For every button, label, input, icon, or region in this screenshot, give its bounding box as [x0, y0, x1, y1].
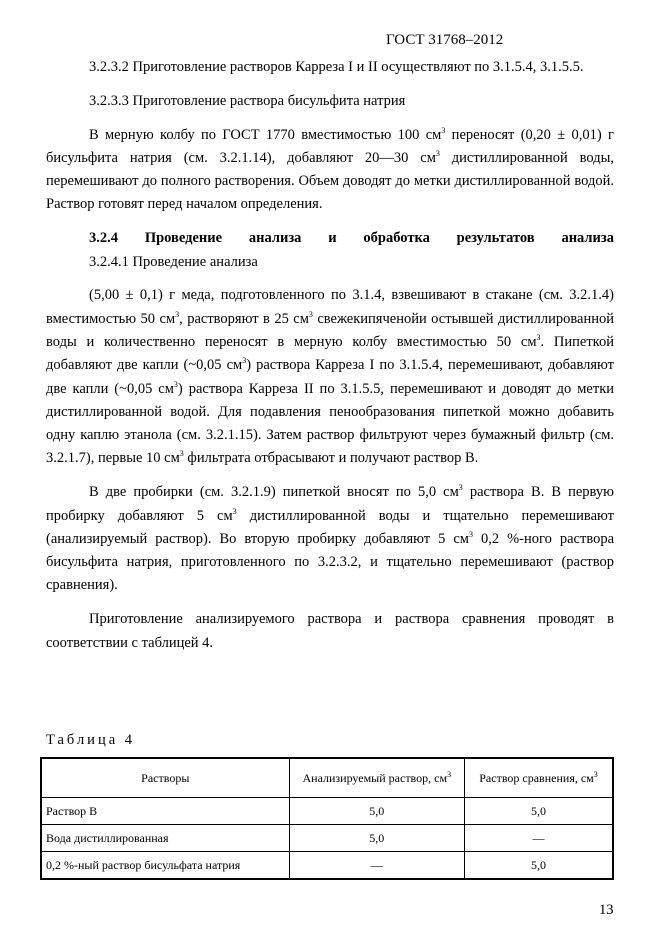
table-cell: 5,0 — [465, 852, 613, 880]
tubes-text-b: раствора В. В первую пробирку добавляют 5 см — [46, 484, 614, 524]
table-row — [41, 825, 613, 852]
table-cell: Вода дистиллированная — [41, 825, 289, 852]
page-body — [46, 56, 614, 655]
unit-superscript: 3 — [593, 769, 598, 779]
table-row — [41, 798, 613, 825]
table-cell: 0,2 %-ный раствор бисульфата натрия — [41, 852, 289, 880]
unit-superscript: 3 — [308, 309, 313, 319]
unit-superscript: 3 — [458, 483, 463, 493]
paragraph-bisulfite-prep — [46, 124, 614, 217]
table-header-row — [41, 758, 613, 798]
tubes-text-c: дистиллированной воды и тщательно перемешивают (анализируемый раствор). Во вторую пробирку добавляют 5 см — [46, 507, 614, 547]
header-solutions: Растворы — [41, 758, 289, 798]
unit-superscript: 3 — [536, 333, 541, 343]
header-analyzed-solution — [289, 758, 464, 798]
bisulfite-text-c: дистиллированной воды, перемешивают до полного растворения. Объем доводят до метки дистиллированной водой. Раствор готовят перед началом определения. — [46, 149, 614, 213]
honey-text-e: ) раствора Карреза I по 3.1.5.4, перемешивают, добавляют две капли (~0,05 см — [46, 357, 614, 397]
tubes-text-d: 0,2 %-ного раствора бисульфита натрия, приготовленного по 3.2.3.2, и тщательно перемешивают (раствор сравнения). — [46, 530, 614, 594]
paragraph-table-reference: Приготовление анализируемого раствора и раствора сравнения проводят в соответствии с таблицей 4. — [46, 611, 614, 651]
unit-superscript: 3 — [435, 149, 440, 159]
page-number: 13 — [599, 902, 614, 918]
unit-superscript: 3 — [447, 769, 452, 779]
honey-text-c: свежекипяченойи остывшей дистиллированной воды и количественно переносят в мерную колбу вместимостью 50 см — [46, 310, 614, 350]
unit-superscript: 3 — [232, 506, 237, 516]
header-reference-solution-label: Раствор сравнения, см — [479, 770, 594, 785]
unit-superscript: 3 — [173, 379, 178, 389]
honey-text-d: . Пипеткой добавляют две капли (~0,05 см — [46, 333, 614, 374]
table-cell: 5,0 — [289, 798, 464, 825]
bisulfite-text-b: переносят (0,20 ± 0,01) г бисульфита натрия (см. 3.2.1.14), добавляют 20—30 см — [46, 126, 615, 166]
unit-superscript: 3 — [175, 309, 180, 319]
section-heading-3-2-4: 3.2.4 Проведение анализа и обработка результатов анализа — [89, 230, 614, 247]
honey-text-b: , растворяют в 25 см — [179, 310, 309, 327]
table-cell: — — [465, 825, 613, 852]
paragraph-3-2-3-2: 3.2.3.2 Приготовление растворов Карреза I и II осуществляют по 3.1.5.4, 3.1.5.5. — [89, 59, 584, 75]
table-row — [41, 852, 613, 880]
unit-superscript: 3 — [468, 530, 473, 540]
honey-text-a: (5,00 ± 0,1) г меда, подготовленного по 3.1.4, взвешивают в стакане (см. 3.2.1.4) вместимостью 50 см — [46, 287, 614, 327]
paragraph-honey-prep — [46, 284, 614, 470]
unit-superscript: 3 — [242, 356, 247, 366]
honey-text-f: ) раствора Карреза II по 3.1.5.5, перемешивают и доводят до метки дистиллированной водой. Для подавления пенообразования пипеткой можно добавить одну каплю этанола (см. 3.2.1.15). Затем раствор фильтруют через бумажный фильтр (см. 3.2.1.7), первые 10 см — [46, 380, 614, 467]
bisulfite-text-a: В мерную колбу по ГОСТ 1770 вместимостью 100 см — [89, 126, 442, 143]
table-cell: — — [289, 852, 464, 880]
honey-text-g: фильтрата отбрасывают и получают раствор В. — [183, 450, 479, 467]
header-analyzed-solution-label: Анализируемый раствор, см — [302, 770, 448, 785]
table-cell: Раствор В — [41, 798, 289, 825]
unit-superscript: 3 — [441, 125, 446, 135]
table-cell: 5,0 — [289, 825, 464, 852]
subsection-heading-3-2-4-1: 3.2.4.1 Проведение анализа — [89, 253, 258, 270]
table-caption: Таблица 4 — [46, 732, 136, 748]
document-header: ГОСТ 31768–2012 — [386, 32, 504, 48]
header-reference-solution — [465, 758, 613, 798]
unit-superscript: 3 — [179, 449, 184, 459]
paragraph-test-tubes — [46, 481, 614, 597]
paragraph-3-2-3-3: 3.2.3.3 Приготовление раствора бисульфита натрия — [89, 92, 406, 109]
tubes-text-a: В две пробирки (см. 3.2.1.9) пипеткой вносят по 5,0 см — [89, 484, 459, 501]
table-cell: 5,0 — [465, 798, 613, 825]
solutions-table — [40, 757, 614, 880]
